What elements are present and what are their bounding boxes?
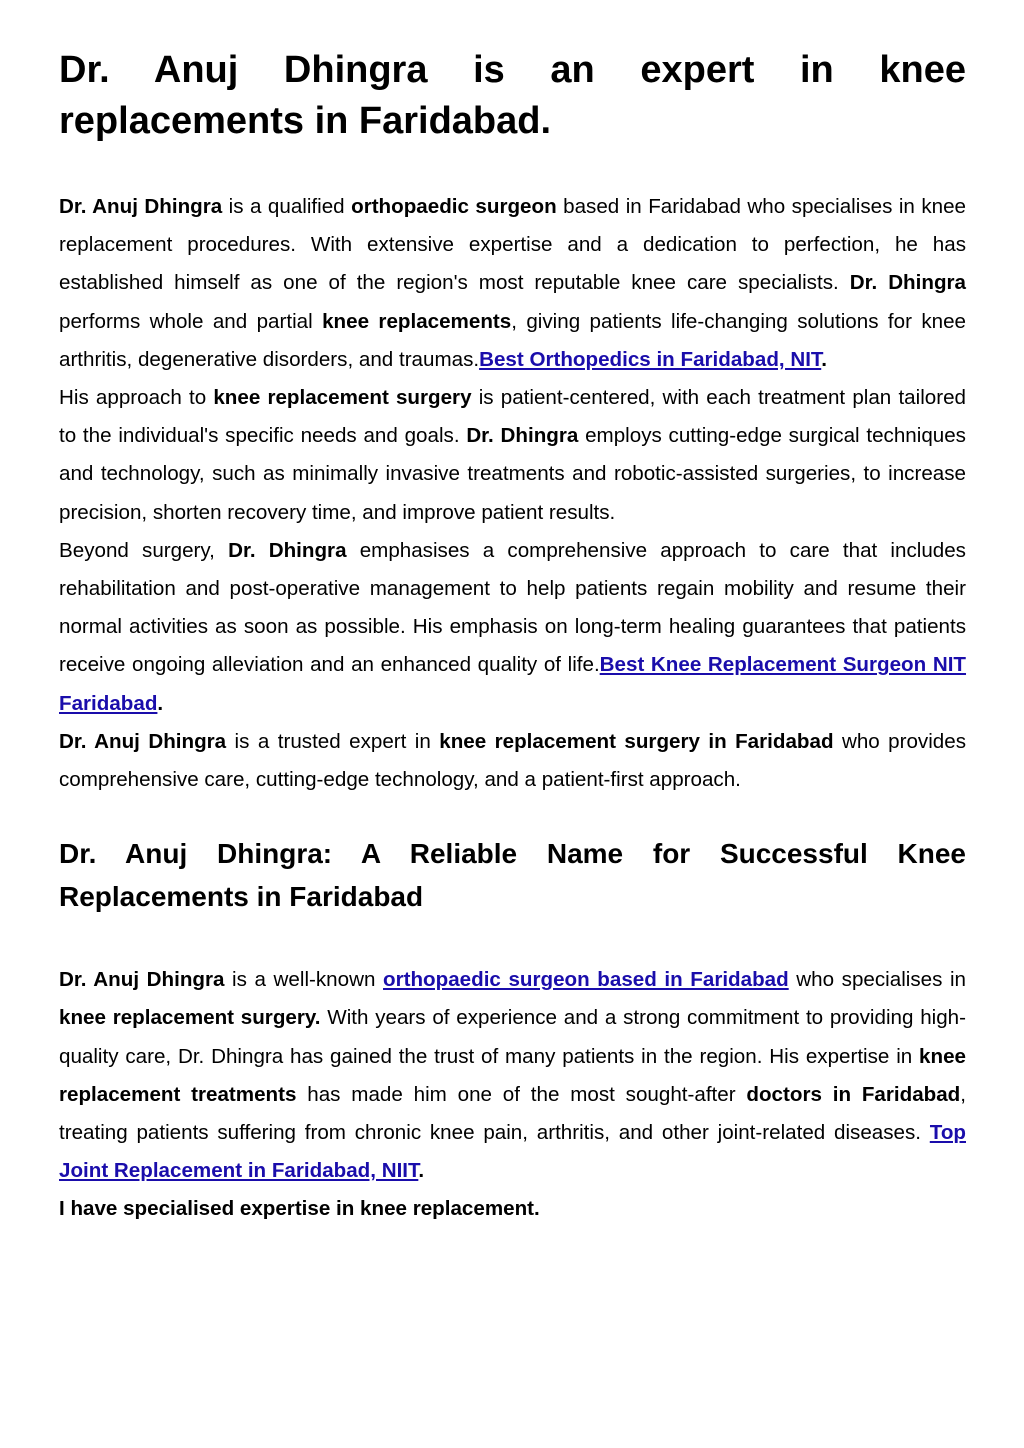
bold-term: doctors in Faridabad xyxy=(746,1082,961,1106)
link-top-joint-replacement[interactable]: Top Joint Replacement in Faridabad, NIIT xyxy=(59,1121,966,1183)
document-page xyxy=(59,45,966,1229)
paragraph-reliable-name: Dr. Anuj Dhingra is a well-known orthopaedic surgeon based in Faridabad who specialises in knee replacement surgery. With years of experience and a strong commitment to providing high-quality care, Dr. Dhingra has gained the trust of many patients in the region. His expertise in knee replacement treatments has made him one of the most sought-after doctors in Faridabad, treating patients suffering from chronic knee pain, arthritis, and other joint-related diseases. Top Joint Replacement in Faridabad, NIIT. xyxy=(59,968,967,1183)
link-best-knee-replacement-surgeon[interactable]: Best Knee Replacement Surgeon NIT Faridabad xyxy=(59,653,967,715)
paragraph-closing xyxy=(59,1190,966,1228)
link-orthopaedic-surgeon-faridabad[interactable]: orthopaedic surgeon based in Faridabad xyxy=(383,968,789,992)
bold-term: knee replacement surgery in Faridabad xyxy=(439,729,834,753)
doctor-name: Dr. Anuj Dhingra xyxy=(59,729,227,753)
main-heading: Dr. Anuj Dhingra is an expert in knee replacements in Faridabad. xyxy=(59,49,966,142)
paragraph-intro: Dr. Anuj Dhingra is a qualified orthopaedic surgeon based in Faridabad who specialises in knee replacement procedures. With extensive expertise and a dedication to perfection, he has established himself as one of the region's most reputable knee care specialists. Dr. Dhingra performs whole and partial knee replacements, giving patients life-changing solutions for knee arthritis, degenerative disorders, and traumas.Best Orthopedics in Faridabad, NIT. xyxy=(59,195,966,371)
closing-statement: I have specialised expertise in knee replacement. xyxy=(59,1197,540,1221)
paragraph-beyond-surgery: Beyond surgery, Dr. Dhingra emphasises a comprehensive approach to care that includes rehabilitation and post-operative management to help patients regain mobility and resume their normal activities as soon as possible. His emphasis on long-term healing guarantees that patients receive ongoing alleviation and an enhanced quality of life.Best Knee Replacement Surgeon NIT Faridabad. xyxy=(59,538,967,715)
doctor-name: Dr. Dhingra xyxy=(466,424,579,448)
bold-term: knee replacement surgery. xyxy=(59,1006,321,1030)
bold-term: knee replacement surgery xyxy=(213,386,472,410)
paragraph-trusted-expert: Dr. Anuj Dhingra is a trusted expert in knee replacement surgery in Faridabad who provides comprehensive care, cutting-edge technology, and a patient-first approach. xyxy=(59,729,967,792)
bold-term: knee replacements xyxy=(322,309,512,333)
paragraph-approach: His approach to knee replacement surgery is patient-centered, with each treatment plan tailored to the individual's specific needs and goals. Dr. Dhingra employs cutting-edge surgical techniques and technology, such as minimally invasive treatments and robotic-assisted surgeries, to increase precision, shorten recovery time, and improve patient results. xyxy=(59,386,966,524)
doctor-name: Dr. Dhingra xyxy=(228,538,347,562)
link-best-orthopedics[interactable]: Best Orthopedics in Faridabad, NIT xyxy=(479,347,822,371)
bold-term: knee replacement treatments xyxy=(59,1044,966,1106)
doctor-name: Dr. Anuj Dhingra xyxy=(59,968,225,992)
section-heading: Dr. Anuj Dhingra: A Reliable Name for Successful Knee Replacements in Faridabad xyxy=(59,838,966,913)
doctor-name: Dr. Anuj Dhingra xyxy=(59,195,223,218)
bold-term: orthopaedic surgeon xyxy=(351,195,557,218)
doctor-name: Dr. Dhingra xyxy=(849,271,966,295)
